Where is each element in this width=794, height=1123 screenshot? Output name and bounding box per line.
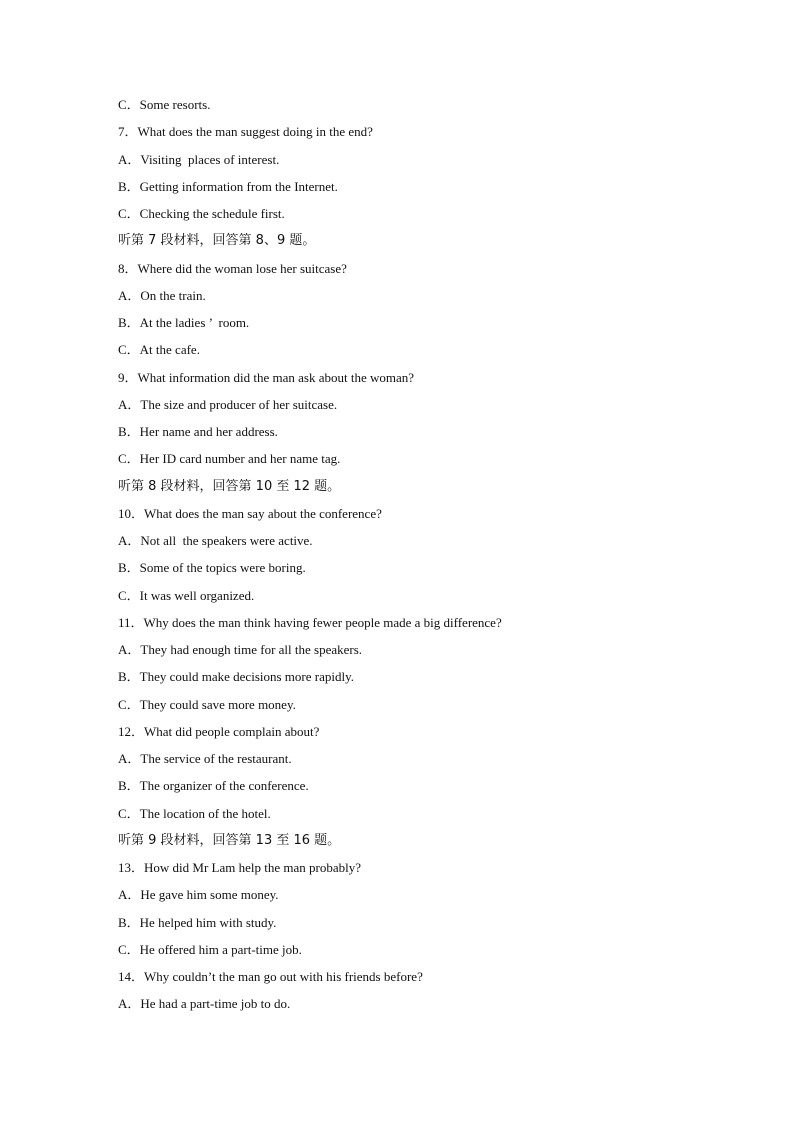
option-line: C．It was well organized. [118, 587, 255, 603]
option-line: B．He helped him with study. [118, 914, 277, 930]
section-heading: 听第 7 段材料，回答第 8、9 题。 [118, 233, 316, 249]
option-line: B．At the ladies ’ room. [118, 315, 250, 330]
option-line: A．He had a part-time job to do. [118, 996, 291, 1012]
option-line: A．He gave him some money. [118, 887, 279, 903]
question-line: 11．Why does the man think having fewer people made a big difference? [118, 614, 502, 630]
option-line: B．Her name and her address. [118, 424, 278, 439]
question-line: 14．Why couldn’t the man go out with his friends before? [118, 969, 423, 984]
option-line: B．The organizer of the conference. [118, 778, 309, 794]
option-line: C．Checking the schedule first. [118, 206, 285, 221]
question-line: 8．Where did the woman lose her suitcase? [118, 260, 347, 276]
option-line: A．Not all the speakers were active. [118, 533, 313, 548]
option-line: C．The location of the hotel. [118, 805, 271, 821]
option-line: C．He offered him a part-time job. [118, 941, 302, 957]
option-line: A．On the train. [118, 287, 206, 303]
question-line: 9．What information did the man ask about the woman? [118, 369, 415, 385]
option-line: C．Some resorts. [118, 97, 211, 112]
option-line: A．The size and producer of her suitcase. [118, 396, 338, 412]
question-line: 10．What does the man say about the conference? [118, 505, 382, 521]
option-line: A．They had enough time for all the speakers. [118, 642, 363, 657]
section-heading: 听第 8 段材料，回答第 10 至 12 题。 [118, 478, 341, 494]
question-list [118, 95, 738, 1022]
section-heading: 听第 9 段材料，回答第 13 至 16 题。 [118, 832, 341, 848]
question-line: 12．What did people complain about? [118, 723, 320, 739]
option-line: C．They could save more money. [118, 696, 296, 712]
option-line: B．They could make decisions more rapidly. [118, 669, 354, 685]
question-line: 13．How did Mr Lam help the man probably? [118, 860, 361, 875]
option-line: A．Visiting places of interest. [118, 151, 280, 167]
option-line: B．Getting information from the Internet. [118, 178, 338, 194]
option-line: A．The service of the restaurant. [118, 751, 292, 766]
question-line: 7．What does the man suggest doing in the end? [118, 124, 373, 140]
option-line: B．Some of the topics were boring. [118, 560, 306, 576]
option-line: C．At the cafe. [118, 342, 200, 358]
option-line: C．Her ID card number and her name tag. [118, 451, 341, 467]
